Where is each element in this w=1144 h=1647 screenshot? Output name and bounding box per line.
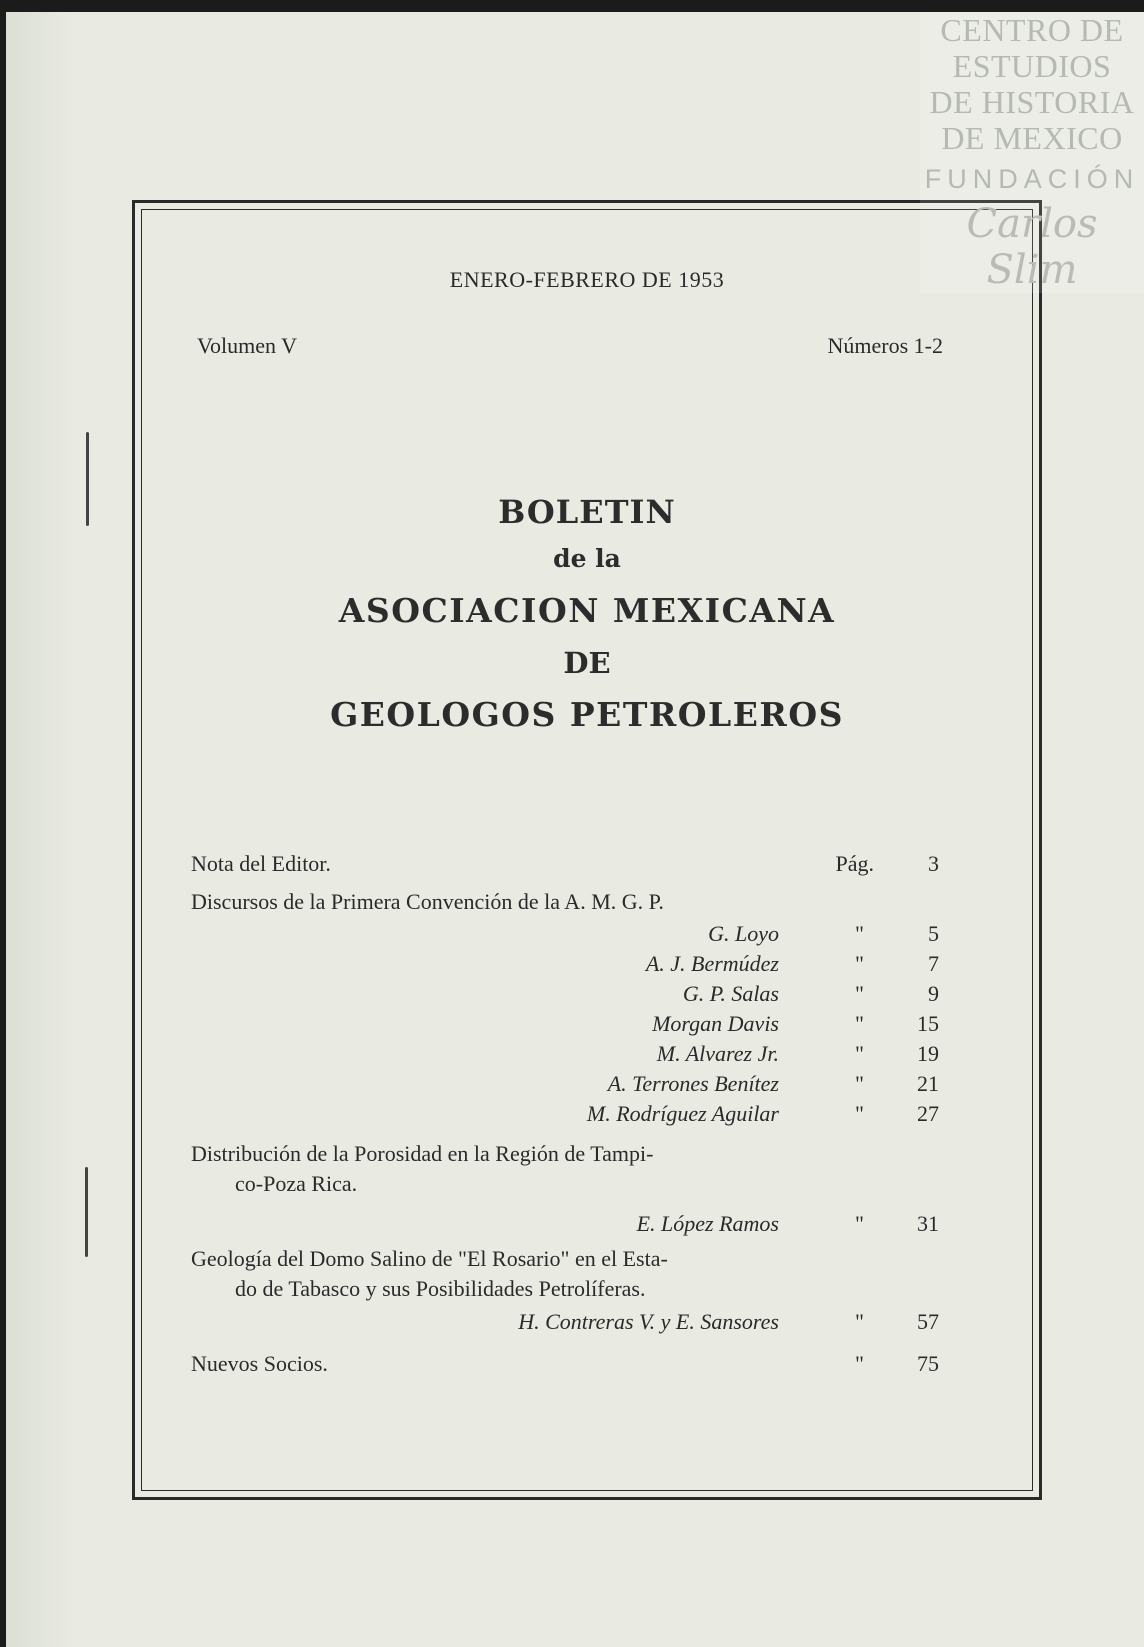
toc-ditto: " xyxy=(855,1351,864,1376)
staple-bottom xyxy=(85,1167,88,1257)
toc-ditto: " xyxy=(855,951,864,976)
toc-title: Nota del Editor. xyxy=(191,851,331,876)
toc-author: H. Contreras V. y E. Sansores xyxy=(518,1309,779,1334)
watermark-line: ESTUDIOS xyxy=(952,48,1112,84)
toc-page: 9 xyxy=(928,981,939,1006)
toc-row xyxy=(135,921,1039,951)
title-line-de-la: de la xyxy=(553,544,621,573)
watermark-line: DE MEXICO xyxy=(941,120,1123,156)
toc-page: 21 xyxy=(917,1071,939,1096)
watermark-line: CENTRO DE xyxy=(940,12,1124,48)
toc-row xyxy=(135,1246,1039,1276)
cover-frame xyxy=(132,200,1042,1500)
publication-title xyxy=(135,488,1039,744)
toc-row xyxy=(135,1211,1039,1241)
toc-ditto: " xyxy=(855,1011,864,1036)
volume-label: Volumen V xyxy=(197,333,298,358)
toc-page: 19 xyxy=(917,1041,939,1066)
title-line-boletin: BOLETIN xyxy=(498,493,676,531)
toc-row xyxy=(135,981,1039,1011)
toc-row xyxy=(135,1011,1039,1041)
toc-page: 27 xyxy=(917,1101,939,1126)
toc-page: 15 xyxy=(917,1011,939,1036)
toc-author: Morgan Davis xyxy=(652,1011,779,1036)
toc-ditto: " xyxy=(855,1101,864,1126)
toc-author: M. Rodríguez Aguilar xyxy=(586,1101,779,1126)
title-line-de: DE xyxy=(563,646,611,680)
toc-row xyxy=(135,1041,1039,1071)
toc-author: E. López Ramos xyxy=(636,1211,779,1236)
watermark-signature: Carlos Slim xyxy=(966,201,1098,293)
toc-page-label: Pág. xyxy=(835,851,874,876)
toc-page: 3 xyxy=(928,851,939,876)
toc-row xyxy=(135,1309,1039,1339)
toc-title: Distribución de la Porosidad en la Región de Tampi- xyxy=(191,1141,654,1166)
toc-ditto: " xyxy=(855,1071,864,1096)
toc-row xyxy=(135,889,1039,919)
toc-title: Geología del Domo Salino de "El Rosario" en el Esta- xyxy=(191,1246,668,1271)
toc-row xyxy=(135,1171,1039,1201)
toc-row xyxy=(135,1276,1039,1306)
toc-page: 31 xyxy=(917,1211,939,1236)
toc-page: 57 xyxy=(917,1309,939,1334)
toc-row xyxy=(135,851,1039,881)
toc-author: G. P. Salas xyxy=(682,981,779,1006)
toc-row xyxy=(135,1351,1039,1381)
toc-title-continuation: do de Tabasco y sus Posibilidades Petrolíferas. xyxy=(235,1276,646,1301)
title-line-geologos: GEOLOGOS PETROLEROS xyxy=(330,695,844,734)
toc-page: 7 xyxy=(928,951,939,976)
issue-numbers: Números 1-2 xyxy=(827,333,943,358)
watermark-foundation: FUNDACIÓN xyxy=(924,164,1140,194)
toc-ditto: " xyxy=(855,1309,864,1334)
watermark-line: DE HISTORIA xyxy=(929,84,1135,120)
toc-author: G. Loyo xyxy=(708,921,779,946)
staple-top xyxy=(86,432,89,526)
toc-row xyxy=(135,951,1039,981)
toc-ditto: " xyxy=(855,921,864,946)
toc-ditto: " xyxy=(855,1211,864,1236)
archive-watermark xyxy=(920,12,1144,293)
toc-row xyxy=(135,1071,1039,1101)
toc-author: A. Terrones Benítez xyxy=(607,1071,779,1096)
toc-title-continuation: co-Poza Rica. xyxy=(235,1171,358,1196)
toc-author: A. J. Bermúdez xyxy=(645,951,779,976)
toc-title: Discursos de la Primera Convención de la A. M. G. P. xyxy=(191,889,664,914)
toc-row xyxy=(135,1141,1039,1171)
toc-ditto: " xyxy=(855,1041,864,1066)
toc-row xyxy=(135,1101,1039,1131)
toc-title: Nuevos Socios. xyxy=(191,1351,328,1376)
title-line-asociacion: ASOCIACION MEXICANA xyxy=(338,591,836,630)
toc-page: 75 xyxy=(917,1351,939,1376)
toc-ditto: " xyxy=(855,981,864,1006)
toc-page: 5 xyxy=(928,921,939,946)
issue-date: ENERO-FEBRERO DE 1953 xyxy=(449,267,725,292)
toc-author: M. Alvarez Jr. xyxy=(656,1041,779,1066)
